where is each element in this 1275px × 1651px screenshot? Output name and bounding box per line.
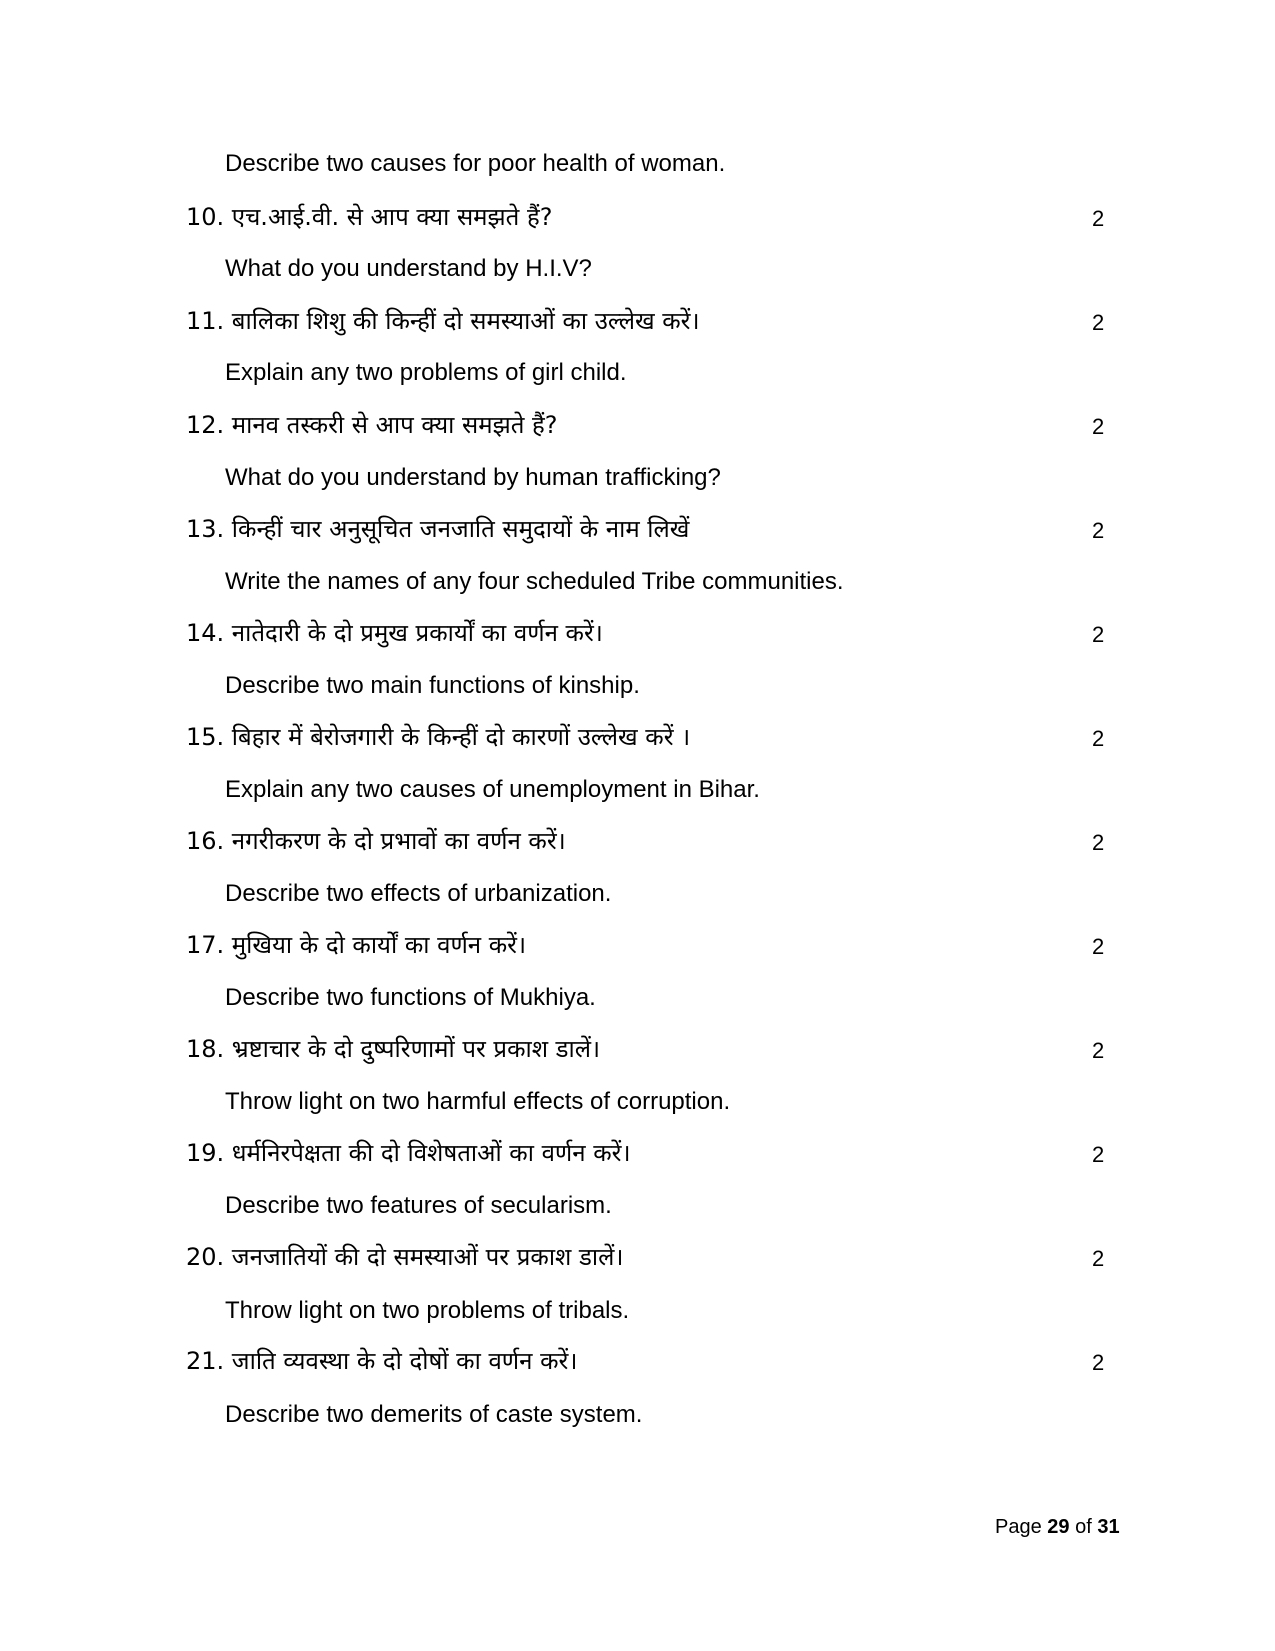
question-marks: 2 <box>1092 1038 1105 1063</box>
question-marks: 2 <box>1092 726 1105 751</box>
question-english: Explain any two causes of unemployment in Bihar. <box>225 776 760 803</box>
lead-question-english: Describe two causes for poor health of woman. <box>225 150 726 177</box>
question-english: Describe two effects of urbanization. <box>225 880 612 907</box>
question-hindi: 13. किन्हीं चार अनुसूचित जनजाति समुदायों के नाम लिखें <box>186 515 690 543</box>
question-hindi: 21. जाति व्यवस्था के दो दोषों का वर्णन करें। <box>186 1347 578 1375</box>
page-footer <box>995 1517 1120 1537</box>
question-english: Describe two features of secularism. <box>225 1192 612 1219</box>
current-page-number: 29 <box>1047 1516 1070 1538</box>
total-pages-number: 31 <box>1097 1516 1120 1538</box>
question-english: Explain any two problems of girl child. <box>225 359 627 386</box>
question-marks: 2 <box>1092 830 1105 855</box>
question-hindi: 10. एच.आई.वी. से आप क्या समझते हैं? <box>186 203 553 231</box>
question-hindi: 11. बालिका शिशु की किन्हीं दो समस्याओं का उल्लेख करें। <box>186 307 700 335</box>
question-hindi: 17. मुखिया के दो कार्यों का वर्णन करें। <box>186 931 527 959</box>
question-english: What do you understand by human trafficking? <box>225 464 721 491</box>
question-hindi: 15. बिहार में बेरोजगारी के किन्हीं दो कारणों उल्लेख करें । <box>186 723 691 751</box>
question-english: Write the names of any four scheduled Tribe communities. <box>225 568 844 595</box>
question-english: Describe two demerits of caste system. <box>225 1401 643 1428</box>
question-hindi: 19. धर्मनिरपेक्षता की दो विशेषताओं का वर्णन करें। <box>186 1139 631 1167</box>
question-hindi: 18. भ्रष्टाचार के दो दुष्परिणामों पर प्रकाश डालें। <box>186 1035 601 1063</box>
question-marks: 2 <box>1092 414 1105 439</box>
question-hindi: 16. नगरीकरण के दो प्रभावों का वर्णन करें। <box>186 827 566 855</box>
question-english: What do you understand by H.I.V? <box>225 255 592 282</box>
question-marks: 2 <box>1092 1246 1105 1271</box>
question-marks: 2 <box>1092 1142 1105 1167</box>
question-english: Throw light on two problems of tribals. <box>225 1297 630 1324</box>
question-marks: 2 <box>1092 206 1105 231</box>
question-english: Throw light on two harmful effects of corruption. <box>225 1088 731 1115</box>
question-hindi: 20. जनजातियों की दो समस्याओं पर प्रकाश डालें। <box>186 1243 624 1271</box>
question-marks: 2 <box>1092 518 1105 543</box>
question-marks: 2 <box>1092 622 1105 647</box>
question-marks: 2 <box>1092 934 1105 959</box>
page-label: Page <box>995 1516 1042 1538</box>
question-english: Describe two functions of Mukhiya. <box>225 984 596 1011</box>
question-english: Describe two main functions of kinship. <box>225 672 640 699</box>
question-hindi: 12. मानव तस्करी से आप क्या समझते हैं? <box>186 411 558 439</box>
question-marks: 2 <box>1092 1350 1105 1375</box>
question-hindi: 14. नातेदारी के दो प्रमुख प्रकार्यों का वर्णन करें। <box>186 619 603 647</box>
of-label: of <box>1075 1516 1092 1538</box>
question-marks: 2 <box>1092 310 1105 335</box>
